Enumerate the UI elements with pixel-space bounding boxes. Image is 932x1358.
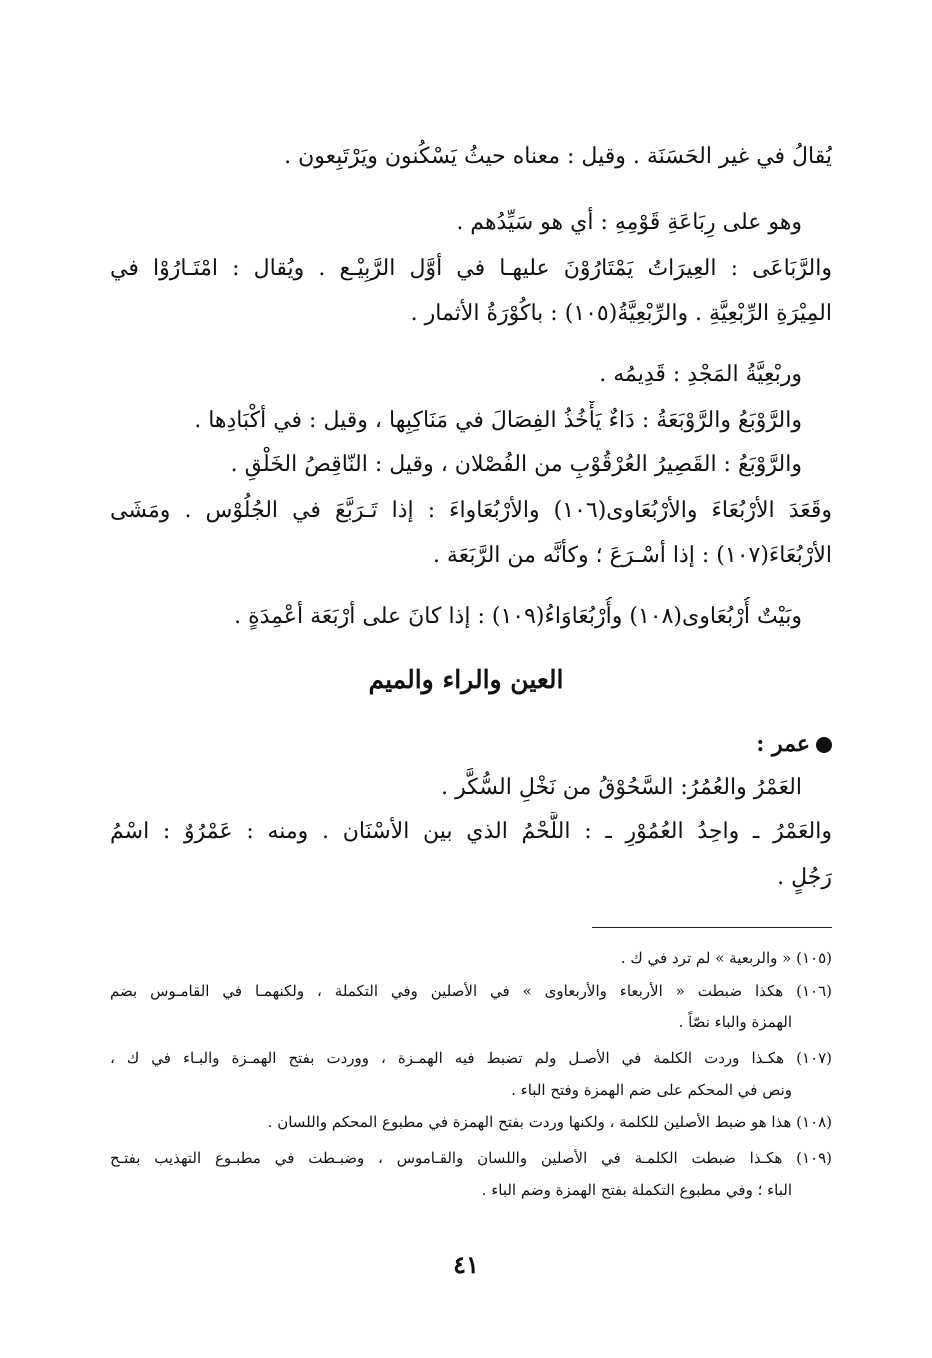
footnote-divider bbox=[592, 927, 832, 928]
footnote-106-cont: الهمزة والباء نصّاً . bbox=[678, 1013, 792, 1031]
bullet-icon bbox=[816, 737, 832, 753]
body-line-8: وقَعَدَ الأرْبُعَاءَ والأرْبُعَاوى(١٠٦) والأرْبُعَاواءَ : إذا تَـرَبَّعَ في الجُلُوْس . ومَشَى bbox=[110, 498, 832, 523]
body-line-2: وهو على رِبَاعَةِ قَوْمِهِ : أي هو سَيِّدُهم . bbox=[456, 210, 802, 235]
body-line-4: المِيْرَةِ الرِّبْعِيَّةِ . والرِّبْعِيَّةُ(١٠٥) : باكُوْرَةُ الأثمار . bbox=[410, 301, 832, 326]
body-line-5: وربْعِيَّةُ المَجْدِ : قَدِيمُه . bbox=[599, 362, 802, 387]
body-line-12: والعَمْرُ ـ واحِدُ العُمُوْرِ ـ : اللَّحْمُ الذي بين الأسْنَان . ومنه : عَمْرُوٌ : اسْمُ bbox=[110, 819, 832, 844]
footnote-108: (١٠٨) هذا هو ضبط الأصلين للكلمة ، ولكنها وردت بفتح الهمزة في مطبوع المحكم واللسان . bbox=[267, 1113, 832, 1131]
footnote-109: (١٠٩) هكـذا ضبطت الكلمـة في الأصلين واللسان والقـاموس ، وضبـطت في مطبـوع التهذيب بفتـح bbox=[110, 1149, 832, 1167]
body-line-9: الأرْبُعَاءَ(١٠٧) : إذا أسْـرَعَ ؛ وكأنَّه من الرَّبَعَة . bbox=[432, 543, 832, 568]
footnote-109-cont: الباء ؛ وفي مطبوع التكملة بفتح الهمزة وضم الباء . bbox=[481, 1181, 792, 1199]
footnote-106: (١٠٦) هكذا ضبطت « الأربعاء والأربعاوى » في الأصلين وفي التكملة ، ولكنهمـا في القامـوس بضم bbox=[110, 982, 832, 1000]
footnote-107-cont: ونص في المحكم على ضم الهمزة وفتح الباء . bbox=[511, 1081, 792, 1099]
body-line-10: وبَيْتٌ أُرْبُعَاوى(١٠٨) وأُرْبُعَاوَاءُ(١٠٩) : إذا كانَ على أرْبَعَة أعْمِدَةٍ . bbox=[234, 604, 802, 629]
entry-heading bbox=[756, 724, 832, 764]
body-line-7: والرَّوْبَعُ : القَصِيرُ العُرْقُوْبِ من الفُصْلان ، وقيل : النّاقِصُ الخَلْقِ . bbox=[230, 452, 802, 477]
body-line-3: والرَّبَاعَى : العِيرَاتُ يَمْتَارُوْنَ عليهـا في أوَّل الرَّبِيْـع . ويُقال : امْتَـارُوْا في bbox=[110, 256, 832, 281]
footnote-107: (١٠٧) هكـذا وردت الكلمة في الأصـل ولم تضبط فيه الهمـزة ، ووردت بفتح الهمـزة والبـاء في ك ، bbox=[110, 1049, 832, 1067]
body-line-13: رَجُلٍ . bbox=[777, 865, 832, 890]
body-line-1: يُقالُ في غير الحَسَنَة . وقيل : معناه حيثُ يَسْكُنون ويَرْتَبِعون . bbox=[284, 144, 832, 169]
page-number: ٤١ bbox=[453, 1250, 479, 1279]
entry-heading-text: عمر : bbox=[756, 731, 810, 757]
body-line-6: والرَّوْبَعُ والرَّوْبَعَةُ : دَاءٌ يَأْخُذُ الفِصَالَ في مَنَاكِبِها ، وقيل : في أكْبَادِها . bbox=[194, 408, 802, 433]
footnote-105: (١٠٥) « والربعية » لم ترد في ك . bbox=[620, 949, 832, 967]
section-heading: العين والراء والميم bbox=[368, 665, 564, 694]
body-line-11: العَمْرُ والعُمُرُ: السَّحُوْقُ من نَخْلِ السُّكَّر . bbox=[441, 775, 802, 800]
